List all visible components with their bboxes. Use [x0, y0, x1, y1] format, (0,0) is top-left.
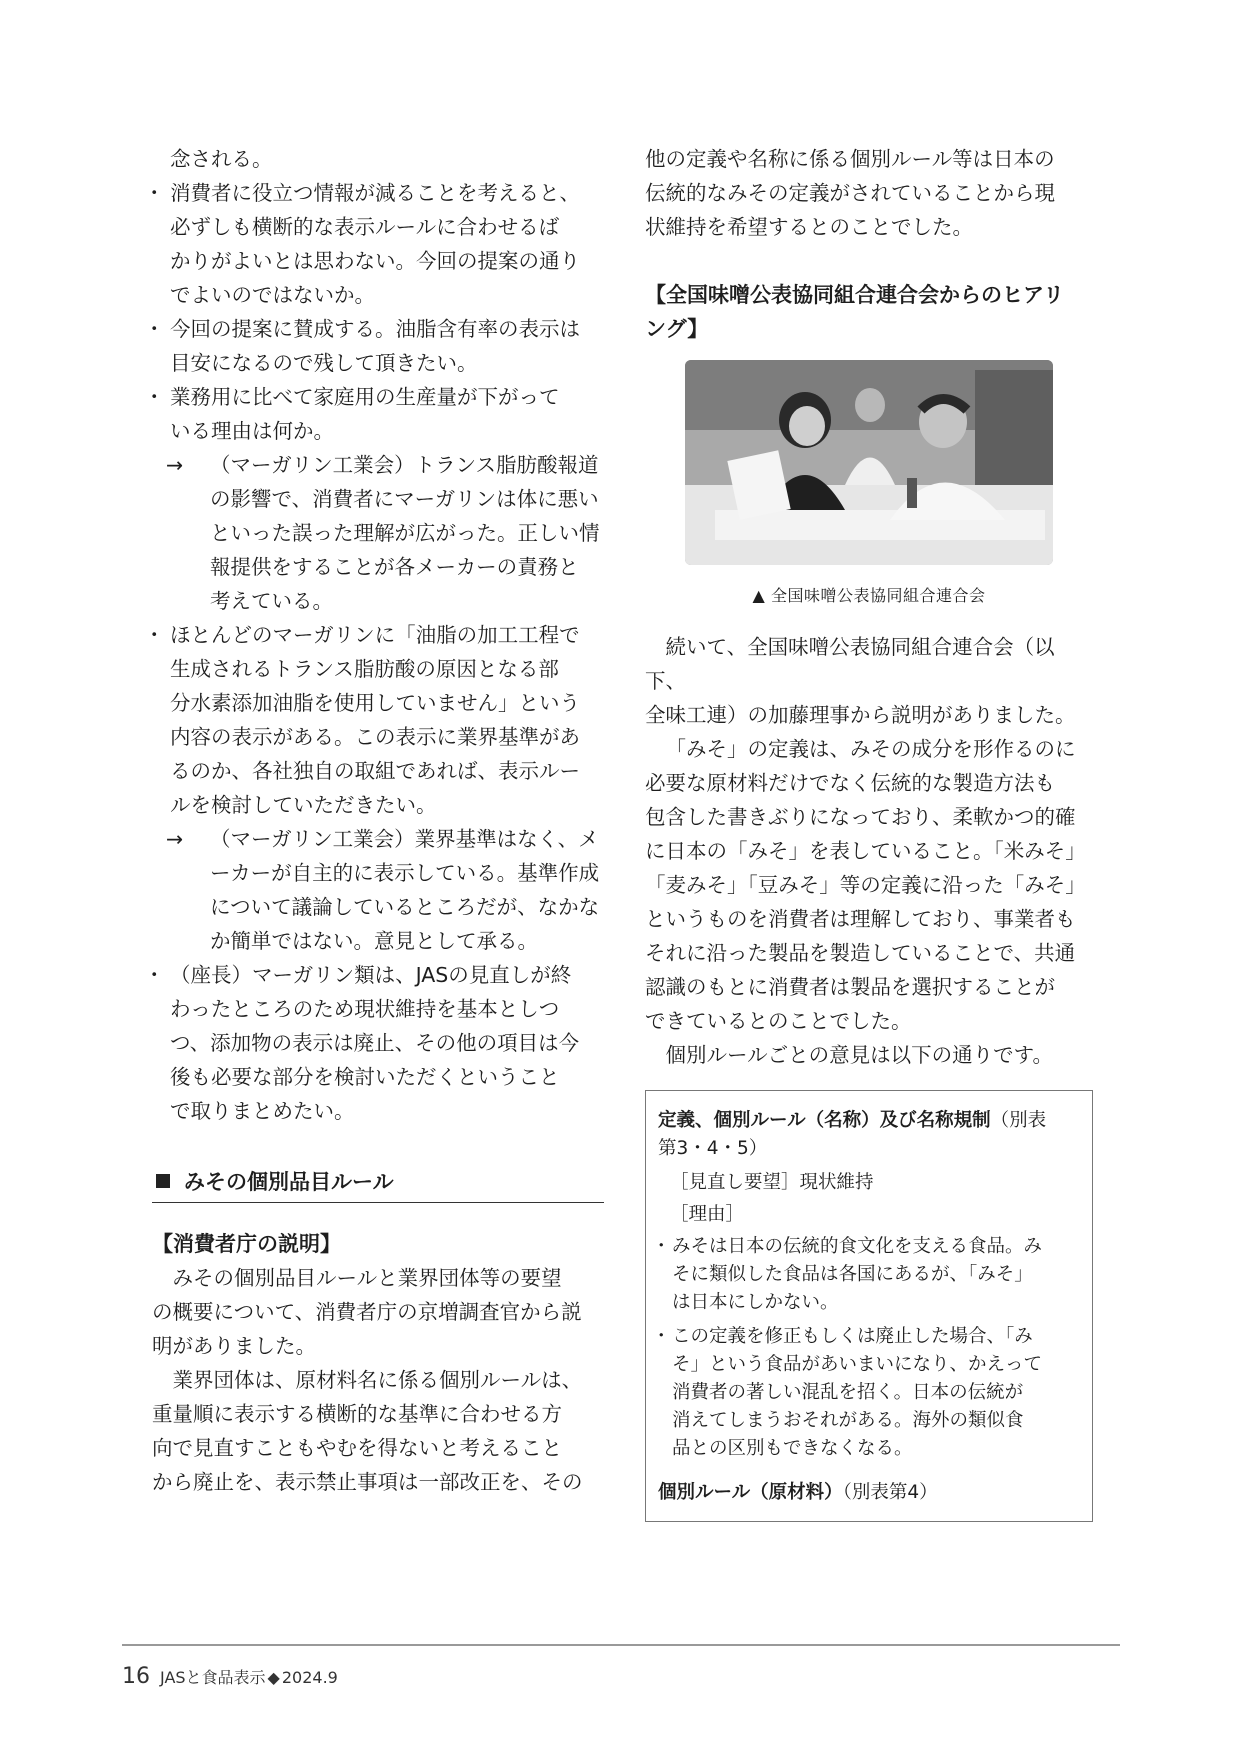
text-line: ・ 今回の提案に賛成する。油脂含有率の表示は — [170, 317, 580, 341]
box-heading-line2: 第3・4・5） — [658, 1138, 768, 1159]
text-line: 消費者の著しい混乱を招く。日本の伝統が — [672, 1382, 1024, 1403]
section-heading — [152, 1166, 604, 1203]
reason-item — [658, 1323, 1080, 1463]
text-line: 業界団体は、原材料名に係る個別ルールは、 — [172, 1368, 583, 1392]
text-line: 報提供をすることが各メーカーの責務と — [210, 555, 579, 579]
text-line: 後も必要な部分を検討いただくということ — [170, 1065, 560, 1089]
text-line: ・ 消費者に役立つ情報が減ることを考えると、 — [170, 181, 580, 205]
text-line: 他の定義や名称に係る個別ルール等は日本の — [645, 147, 1055, 171]
subheading: 【消費者庁の説明】 — [152, 1232, 341, 1256]
text-line: 続いて、全国味噌公表協同組合連合会（以下、 — [645, 635, 1055, 693]
text-line: ・ ほとんどのマーガリンに「油脂の加工工程で — [170, 623, 580, 647]
box-footer — [658, 1479, 1080, 1507]
text-line: といった誤った理解が広がった。正しい情 — [210, 521, 600, 545]
text-line: いる理由は何か。 — [170, 419, 334, 443]
text-line: 認識のもとに消費者は製品を選択することが — [645, 975, 1055, 999]
text-line: 必要な原材料だけでなく伝統的な製造方法も — [645, 771, 1055, 795]
magazine-title: JASと食品表示 — [160, 1668, 266, 1687]
bullet-item — [152, 958, 604, 1128]
reason-item — [658, 1233, 1080, 1317]
paragraph: 個別ルールごとの意見は以下の通りです。 — [665, 1043, 1053, 1067]
text-line: ・ みそは日本の伝統的食文化を支える食品。み — [672, 1236, 1043, 1257]
text-line: ング】 — [645, 317, 709, 341]
text-line: みその個別品目ルールと業界団体等の要望 — [172, 1266, 562, 1290]
text-line: か簡単ではない。意見として承る。 — [210, 929, 538, 953]
box-heading-bold: 定義、個別ルール（名称）及び名称規制 — [658, 1110, 991, 1131]
section-heading-text: みその個別品目ルール — [184, 1170, 394, 1194]
text-line: で取りまとめたい。 — [170, 1099, 355, 1123]
text-line: ・ （座長）マーガリン類は、JASの見直しが終 — [170, 963, 572, 987]
text-line: 「みそ」の定義は、みその成分を形作るのに — [665, 737, 1076, 761]
text-line: 向で見直すこともやむを得ないと考えること — [152, 1436, 562, 1460]
text-line: ・ 業務用に比べて家庭用の生産量が下がって — [170, 385, 560, 409]
opinion-box — [645, 1090, 1093, 1522]
text-line: かりがよいとは思わない。今回の提案の通り — [170, 249, 580, 273]
request-line: ［見直し要望］現状維持 — [670, 1172, 874, 1193]
square-bullet-icon — [156, 1174, 170, 1188]
text-line: できているとのことでした。 — [645, 1009, 912, 1033]
bullet-item — [152, 176, 604, 312]
paragraph — [645, 732, 1093, 1038]
text-line: 「麦みそ」「豆みそ」等の定義に沿った「みそ」 — [645, 873, 1086, 897]
text-line: ・ この定義を修正もしくは廃止した場合、「み — [672, 1326, 1033, 1347]
text-line: るのか、各社独自の取組であれば、表示ルー — [170, 759, 580, 783]
text-line: → （マーガリン工業会）トランス脂肪酸報道 — [210, 453, 599, 477]
text-line: 消えてしまうおそれがある。海外の類似食 — [672, 1410, 1024, 1431]
text-line: 必ずしも横断的な表示ルールに合わせるば — [170, 215, 560, 239]
footer-divider — [122, 1644, 1120, 1646]
text-line: → （マーガリン工業会）業界基準はなく、メ — [210, 827, 599, 851]
left-column — [152, 142, 604, 1499]
text-line: 伝統的なみその定義がされていることから現 — [645, 181, 1055, 205]
bullet-item — [152, 618, 604, 822]
text-line: そ」という食品があいまいになり、かえって — [672, 1354, 1043, 1375]
bullet-item — [152, 312, 604, 380]
text-line: は日本にしかない。 — [672, 1292, 839, 1313]
meeting-photo-illustration — [685, 360, 1053, 565]
text-line: そに類似した食品は各国にあるが、「みそ」 — [672, 1264, 1033, 1285]
text-line: に日本の「みそ」を表していること。「米みそ」 — [645, 839, 1086, 863]
continuation-text: 念される。 — [170, 147, 273, 171]
text-line: から廃止を、表示禁止事項は一部改正を、その — [152, 1470, 583, 1494]
diamond-icon: ◆ — [267, 1668, 280, 1687]
page-footer — [122, 1664, 338, 1689]
paragraph — [645, 630, 1093, 732]
text-line: 明がありました。 — [152, 1334, 316, 1358]
text-line: ーカーが自主的に表示している。基準作成 — [210, 861, 600, 885]
text-line: について議論しているところだが、なかな — [210, 895, 600, 919]
text-line: それに沿った製品を製造していることで、共通 — [645, 941, 1076, 965]
text-line: 目安になるので残して頂きたい。 — [170, 351, 478, 375]
bullet-item — [152, 380, 604, 448]
text-line: 考えている。 — [210, 589, 333, 613]
text-line: 重量順に表示する横断的な基準に合わせる方 — [152, 1402, 562, 1426]
box-heading-rest: （別表 — [990, 1110, 1047, 1131]
box-footer-rest: （別表第4） — [842, 1482, 938, 1503]
box-footer-bold: 個別ルール（原材料） — [658, 1482, 843, 1503]
meeting-photo — [685, 360, 1053, 565]
text-line: つ、添加物の表示は廃止、その他の項目は今 — [170, 1031, 580, 1055]
text-line: 【全国味噌公表協同組合連合会からのヒアリ — [645, 283, 1065, 307]
text-line: というものを消費者は理解しており、事業者も — [645, 907, 1076, 931]
text-line: わったところのため現状維持を基本としつ — [170, 997, 560, 1021]
intro-paragraph — [645, 142, 1093, 244]
right-column — [645, 142, 1093, 1522]
answer-item — [166, 448, 604, 618]
reason-label: ［理由］ — [670, 1204, 745, 1225]
text-line: の概要について、消費者庁の京増調査官から説 — [152, 1300, 582, 1324]
text-line: 生成されるトランス脂肪酸の原因となる部 — [170, 657, 559, 681]
text-line: の影響で、消費者にマーガリンは体に悪い — [210, 487, 599, 511]
paragraph — [152, 1363, 604, 1499]
text-line: でよいのではないか。 — [170, 283, 375, 307]
answer-item — [166, 822, 604, 958]
subheading — [645, 278, 1093, 346]
text-line: 品との区別もできなくなる。 — [672, 1438, 913, 1459]
page-number: 16 — [122, 1664, 150, 1689]
issue-date: 2024.9 — [281, 1668, 338, 1687]
box-heading — [658, 1107, 1080, 1135]
text-line: 状維持を希望するとのことでした。 — [645, 215, 973, 239]
text-line: ルを検討していただきたい。 — [170, 793, 437, 817]
text-line: 内容の表示がある。この表示に業界基準があ — [170, 725, 580, 749]
text-line: 包含した書きぶりになっており、柔軟かつ的確 — [645, 805, 1076, 829]
text-line: 分水素添加油脂を使用していません」という — [170, 691, 580, 715]
text-line: 全味工連）の加藤理事から説明がありました。 — [645, 703, 1076, 727]
paragraph — [152, 1261, 604, 1363]
photo-caption: ▲ 全国味噌公表協同組合連合会 — [752, 586, 986, 605]
